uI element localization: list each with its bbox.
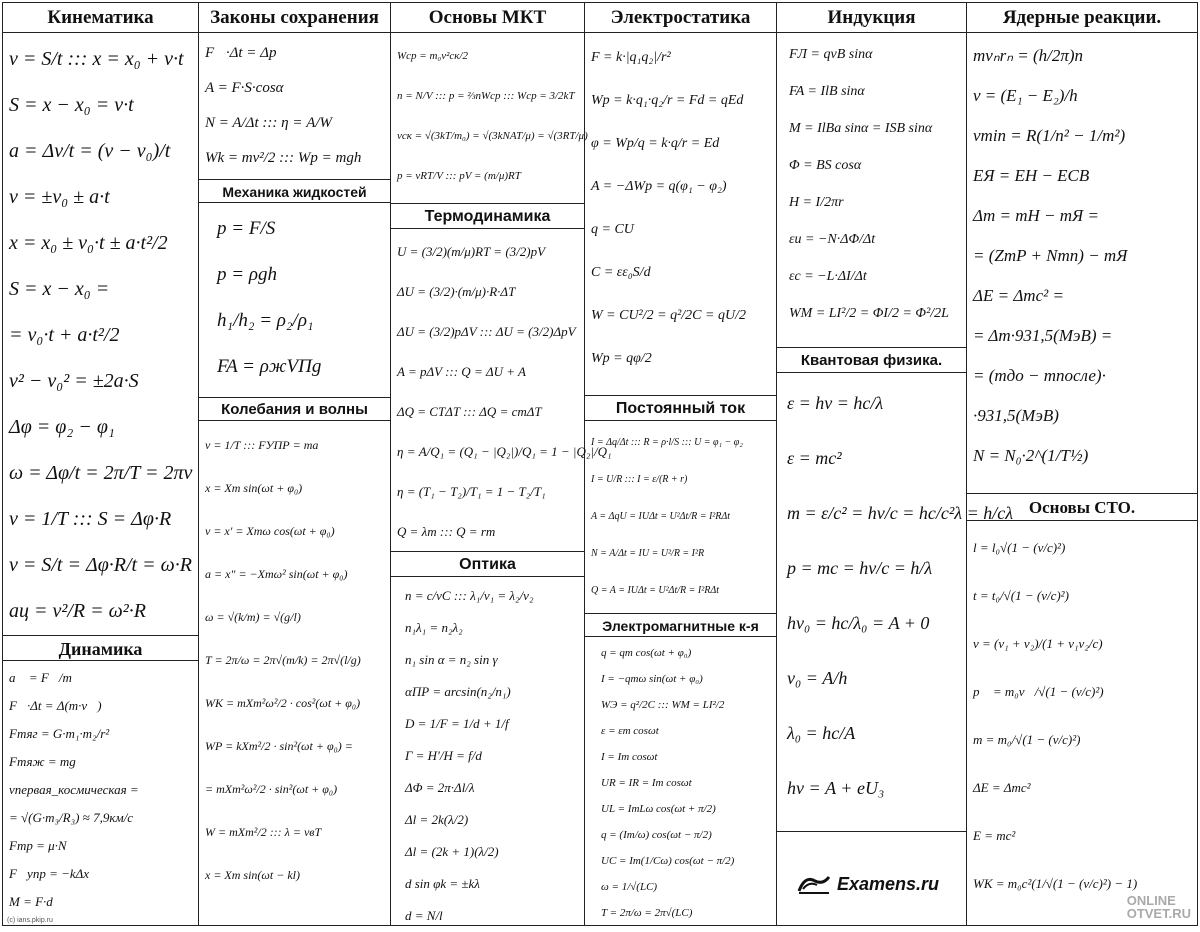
formula-nuclear: = (ZmP + Nmn) − mЯ [973,246,1128,265]
formula-conservation: N = A/Δt ::: η = A/W [205,115,333,131]
formula-oscillations: W = mXm²/2 ::: λ = vвT [205,825,322,839]
formula-optics: Δl = (2k + 1)(λ/2) [405,844,499,859]
formula-nuclear: = (mдо − mпосле)· [973,366,1106,385]
formula-em-oscillations: I = −qmω sin(ωt + φ₀) [601,673,703,685]
formula-electrostatics: q = CU [591,222,634,237]
formula-em-oscillations: ε = εm cosωt [601,725,659,737]
formula-relativity: l = l₀√(1 − (v/c)²) [973,540,1066,555]
formula-optics: Δl = 2k(λ/2) [405,812,469,827]
header-dc: Постоянный ток [585,395,776,421]
formula-em-oscillations: T = 2π/ω = 2π√(LC) [601,907,693,919]
section-em-oscillations [585,613,776,925]
formula-nuclear: ν = (E₁ − E₂)/h [973,86,1078,105]
formula-induction: M = IlBa sinα = ISB sinα [789,121,933,136]
header-thermo: Термодинамика [391,203,584,229]
header-nuclear: Ядерные реакции. [967,3,1197,33]
formula-em-oscillations: UC = Im(1/Cω) cos(ωt − π/2) [601,855,735,867]
formula-thermo: η = A/Q₁ = (Q₁ − |Q₂|)/Q₁ = 1 − |Q₂|/Q₁ [397,444,612,459]
header-kinematics: Кинематика [3,3,198,33]
formula-conservation: Wk = mv²/2 ::: Wp = mgh [205,150,362,166]
formula-electrostatics: C = εε₀S/d [591,265,651,280]
column-electrostatics [585,3,777,925]
section-logo [777,831,966,925]
section-mkt [391,3,588,203]
formula-nuclear: ΔE = Δmc² = [973,286,1064,305]
wave-logo-icon [797,873,831,895]
column-kinematics-dynamics [3,3,199,925]
formula-optics: d = N/l [405,908,443,923]
section-dynamics [3,635,198,925]
source-note: (c) ians.pkip.ru [7,917,53,924]
list-dc [585,421,776,609]
formula-quantum: ε = hν = hc/λ [787,393,884,413]
formula-thermo: η = (T₁ − T₂)/T₁ = 1 − T₂/T₁ [397,484,546,499]
list-fluids [199,203,390,390]
examens-logo [797,873,939,895]
formula-dc: N = A/Δt = IU = U²/R = I²R [591,548,705,559]
formula-dynamics: F⃗·Δt = Δ(m·v⃗) [9,698,102,713]
formula-fluids: h₁/h₂ = ρ₂/ρ₁ [217,310,314,331]
formula-quantum: hν = A + eU₃ [787,778,885,798]
list-em-oscillations [585,637,776,926]
formula-optics: αПР = arcsin(n₂/n₁) [405,684,511,699]
formula-electrostatics: φ = Wp/q = k·q/r = Ed [591,136,720,151]
column-mkt [391,3,612,925]
formula-em-oscillations: I = Im cosωt [601,751,658,763]
list-oscillations [199,421,390,897]
formula-induction: FA = IlB sinα [789,84,865,99]
formula-kinematics: aц = v²/R = ω²·R [9,600,146,622]
formula-electrostatics: W = CU²/2 = q²/2C = qU/2 [591,308,746,323]
formula-quantum: ε = mc² [787,448,842,468]
list-conservation [199,33,390,176]
section-optics [391,551,584,925]
formula-oscillations: x = Xm sin(ωt + φ₀) [205,481,303,495]
section-conservation [199,3,390,179]
section-oscillations [199,397,390,925]
formula-kinematics: v = ±v₀ ± a·t [9,186,110,208]
section-kinematics [3,3,198,635]
formula-electrostatics: Wp = qφ/2 [591,351,652,366]
formula-nuclear: N = N₀·2^(1/T½) [973,446,1089,465]
formula-dynamics: = √(G·m₃/R₃) ≈ 7,9км/с [9,810,134,825]
formula-thermo: Q = λm ::: Q = rm [397,524,496,539]
list-nuclear [967,33,1197,476]
list-electrostatics [585,33,776,380]
formula-em-oscillations: WЭ = q²/2C ::: WM = LI²/2 [601,699,725,711]
formula-nuclear: νmin = R(1/n² − 1/m²) [973,126,1126,145]
watermark-line-1: ONLINE [1126,892,1176,908]
watermark-line-2: OTVET.RU [1126,906,1191,922]
section-relativity [967,493,1197,925]
formula-relativity: m = m₀/√(1 − (v/c)²) [973,732,1081,747]
formula-oscillations: WP = kXm²/2 · sin²(ωt + φ₀) = [205,739,353,753]
formula-thermo: ΔU = (3/2)·(m/μ)·R·ΔT [397,284,516,299]
formula-optics: ΔΦ = 2π·Δl/λ [405,780,475,795]
formula-kinematics: x = x₀ ± v₀·t ± a·t²/2 [9,232,168,254]
formula-kinematics: ω = Δφ/t = 2π/T = 2πν [9,462,193,484]
formula-dc: I = U/R ::: I = ε/(R + r) [591,474,688,485]
formula-optics: n = c/vC ::: λ₁/ν₁ = λ₂/ν₂ [405,588,534,603]
formula-em-oscillations: UL = ImLω cos(ωt + π/2) [601,803,716,815]
formula-dc: Q = A = IUΔt = U²Δt/R = I²RΔt [591,585,719,596]
formula-nuclear: mνₙrₙ = (h/2π)n [973,46,1084,65]
logo-text: Examens.ru [837,873,940,894]
formula-kinematics: v = S/t ::: x = x₀ + v·t [9,48,184,70]
formula-relativity: WK = m₀c²(1/√(1 − (v/c)²) − 1) [973,876,1138,891]
formula-relativity: v = (v₁ + v₂)/(1 + v₁v₂/c) [973,636,1103,651]
formula-relativity: t = t₀/√(1 − (v/c)²) [973,588,1069,603]
formula-optics: n₁ sin α = n₂ sin γ [405,652,498,667]
formula-em-oscillations: q = (Im/ω) cos(ωt − π/2) [601,829,712,841]
header-optics: Оптика [391,551,584,577]
formula-nuclear: Δm = mН − mЯ = [973,206,1099,225]
header-dynamics: Динамика [3,635,198,661]
list-kinematics [3,33,198,634]
list-optics [391,577,584,932]
formula-kinematics: v² − v₀² = ±2a·S [9,370,139,392]
formula-thermo: A = pΔV ::: Q = ΔU + A [397,364,526,379]
formula-induction: εи = −N·ΔΦ/Δt [789,232,876,247]
header-oscillations: Колебания и волны [199,397,390,421]
formula-dynamics: vпервая_космическая = [9,782,139,797]
column-nuclear [967,3,1197,925]
formula-dynamics: F⃗упр = −kΔx⃗ [9,866,100,881]
formula-optics: Γ = H'/H = f/d [405,748,482,763]
formula-fluids: p = F/S [217,218,276,239]
list-mkt [391,33,588,196]
formula-nuclear: = Δm·931,5(МэВ) = [973,326,1113,345]
formula-em-oscillations: q = qm cos(ωt + φ₀) [601,647,692,659]
header-conservation: Законы сохранения [199,3,390,33]
section-fluids [199,179,390,397]
formula-electrostatics: F = k·|q₁q₂|/r² [591,50,671,65]
list-dynamics [3,661,198,916]
formula-fluids: p = ρgh [217,264,277,285]
section-electrostatics [585,3,776,395]
header-em-oscillations: Электромагнитные к-я [585,613,776,637]
column-conservation [199,3,391,925]
formula-quantum: p = mc = hν/c = h/λ [787,558,933,578]
formula-nuclear: EЯ = EН − EСВ [973,166,1090,185]
formula-dynamics: a⃗ = F⃗/m [9,670,72,685]
formula-quantum: m = ε/c² = hν/c = hc/c²λ = h/cλ [787,503,1014,523]
formula-quantum: λ₀ = hc/A [787,723,856,743]
formula-kinematics: S = x − x₀ = v·t [9,94,134,116]
formula-dynamics: Fтр = μ·N [9,838,67,853]
formula-oscillations: a = x" = −Xmω² sin(ωt + φ₀) [205,567,348,581]
formula-relativity: E = mc² [973,828,1016,843]
formula-kinematics: Δφ = φ₂ − φ₁ [9,416,115,438]
formula-electrostatics: Wp = k·q₁·q₂/r = Fd = qEd [591,93,744,108]
formula-induction: WM = LI²/2 = ΦI/2 = Φ²/2L [789,306,949,321]
formula-quantum: hν₀ = hc/λ₀ = A + 0 [787,613,930,633]
formula-kinematics: S = x − x₀ = [9,278,110,300]
formula-oscillations: ν = 1/T ::: FУПР = ma [205,438,319,452]
formula-relativity: p⃗ = m₀v⃗/√(1 − (v/c)²) [973,684,1104,699]
formula-thermo: ΔU = (3/2)pΔV ::: ΔU = (3/2)ΔpV [397,324,576,339]
formula-electrostatics: A = −ΔWp = q(φ₁ − φ₂) [591,179,727,194]
formula-mkt: Wср = m₀v²ск/2 [397,50,469,62]
formula-mkt: n = N/V ::: p = ⅔nWср ::: Wср = 3/2kT [397,90,575,102]
formula-mkt: p = νRT/V ::: pV = (m/μ)RT [397,170,521,182]
list-relativity [967,521,1197,908]
list-induction [777,33,966,332]
formula-optics: d sin φk = ±kλ [405,876,480,891]
formula-oscillations: v = x' = Xmω cos(ωt + φ₀) [205,524,335,538]
formula-induction: FЛ = qvB sinα [789,47,873,62]
header-quantum: Квантовая физика. [777,347,966,373]
formula-dynamics: Fтяж = mg [9,754,76,769]
formula-quantum: ν₀ = A/h [787,668,848,688]
header-mkt: Основы МКТ [391,3,584,33]
formula-induction: εс = −L·ΔI/Δt [789,269,867,284]
formula-oscillations: ω = √(k/m) = √(g/l) [205,610,301,624]
formula-kinematics: a = Δv/t = (v − v₀)/t [9,140,171,162]
formula-conservation: F⃗·Δt = Δp⃗ [205,45,289,61]
header-fluids: Механика жидкостей [199,179,390,203]
formula-dynamics: M = F·d [9,894,53,909]
formula-dynamics: Fтяг = G·m₁·m₂/r² [9,726,110,741]
formula-em-oscillations: ω = 1/√(LC) [601,881,658,893]
formula-em-oscillations: UR = IR = Im cosωt [601,777,692,789]
formula-oscillations: T = 2π/ω = 2π√(m/k) = 2π√(l/g) [205,653,361,667]
formula-fluids: FA = ρжVПg [217,356,322,377]
formula-relativity: ΔE = Δmc² [973,780,1031,795]
formula-induction: Φ = BS cosα [789,158,862,173]
section-nuclear [967,3,1197,493]
watermark [1127,894,1191,921]
header-relativity: Основы СТО. [967,493,1197,521]
section-thermo [391,203,612,551]
formula-oscillations: x = Xm sin(ωt − kl) [205,868,300,882]
section-dc [585,395,776,613]
formula-sheet [2,2,1198,926]
formula-dc: A = ΔqU = IUΔt = U²Δt/R = I²RΔt [591,511,731,522]
formula-kinematics: v = S/t = Δφ·R/t = ω·R [9,554,192,576]
header-induction: Индукция [777,3,966,33]
formula-optics: n₁λ₁ = n₂λ₂ [405,620,463,635]
formula-induction: H = I/2πr [789,195,844,210]
formula-dc: I = Δq/Δt ::: R = ρ·l/S ::: U = φ₁ − φ₂ [591,437,743,448]
formula-conservation: A = F·S·cosα [205,80,284,96]
formula-thermo: U = (3/2)(m/μ)RT = (3/2)pV [397,244,546,259]
formula-kinematics: ν = 1/T ::: S = Δφ·R [9,508,172,530]
formula-optics: D = 1/F = 1/d + 1/f [405,716,509,731]
formula-kinematics: = v₀·t + a·t²/2 [9,324,120,346]
formula-oscillations: WK = mXm²ω²/2 · cos²(ωt + φ₀) [205,696,361,710]
list-thermo [391,229,612,552]
formula-oscillations: = mXm²ω²/2 · sin²(ωt + φ₀) [205,782,338,796]
formula-nuclear: ·931,5(МэВ) [973,406,1059,425]
formula-mkt: vск = √(3kT/m₀) = √(3kNAT/μ) = √(3RT/μ) [397,130,588,142]
header-electrostatics: Электростатика [585,3,776,33]
formula-thermo: ΔQ = CTΔT ::: ΔQ = cmΔT [397,404,542,419]
section-induction [777,3,966,347]
